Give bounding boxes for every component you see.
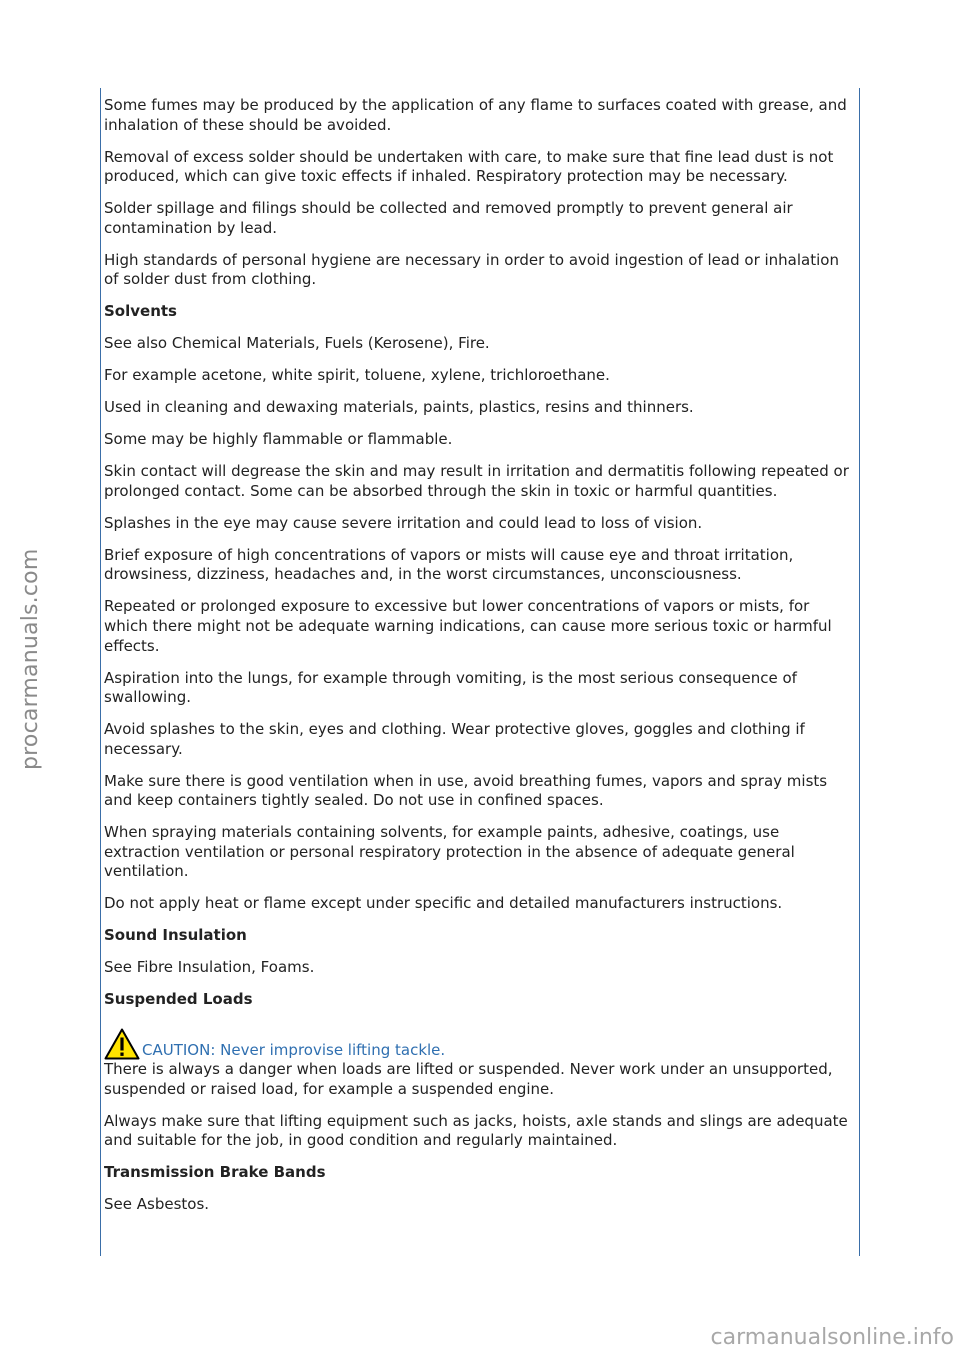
paragraph: Aspiration into the lungs, for example through vomiting, is the most serious consequence of swallowing. [104, 668, 797, 707]
paragraph: For example acetone, white spirit, toluene, xylene, trichloroethane. [104, 366, 610, 385]
paragraph: Some may be highly flammable or flammable. [104, 430, 453, 449]
section-heading: Solvents [104, 302, 177, 321]
paragraph: High standards of personal hygiene are necessary in order to avoid ingestion of lead or inhalation of solder dust from clothing. [104, 250, 839, 289]
paragraph: Repeated or prolonged exposure to excessive but lower concentrations of vapors or mists, for which there might not be adequate warning indications, can cause more serious toxic or harmful effects. [104, 597, 832, 655]
paragraph: Always make sure that lifting equipment such as jacks, hoists, axle stands and slings are adequate and suitable for the job, in good condition and regularly maintained. [104, 1111, 848, 1150]
paragraph: Splashes in the eye may cause severe irritation and could lead to loss of vision. [104, 513, 703, 532]
paragraph: See Asbestos. [104, 1195, 210, 1214]
section-heading: Suspended Loads [104, 990, 253, 1009]
section-before-caution [104, 96, 856, 1010]
paragraph: See also Chemical Materials, Fuels (Kerosene), Fire. [104, 334, 490, 353]
caution-text: CAUTION: Never improvise lifting tackle. [142, 1041, 446, 1059]
paragraph: Removal of excess solder should be undertaken with care, to make sure that fine lead dust is not produced, which can give toxic effects if inhaled. Respiratory protection may be necessary. [104, 147, 834, 186]
section-heading: Transmission Brake Bands [104, 1163, 326, 1182]
footer-watermark: carmanualsonline.info [710, 1325, 954, 1350]
paragraph: Avoid splashes to the skin, eyes and clothing. Wear protective gloves, goggles and clothing if necessary. [104, 720, 805, 758]
paragraph: Skin contact will degrease the skin and may result in irritation and dermatitis following repeated or prolonged contact. Some can be absorbed through the skin in toxic or harmful quantities. [104, 462, 849, 500]
paragraph: Solder spillage and filings should be collected and removed promptly to prevent general air contamination by lead. [104, 199, 793, 237]
paragraph: Some fumes may be produced by the application of any flame to surfaces coated with grease, and inhalation of these should be avoided. [104, 96, 847, 134]
paragraph: Do not apply heat or flame except under specific and detailed manufacturers instructions. [104, 894, 783, 913]
paragraph: There is always a danger when loads are lifted or suspended. Never work under an unsupported, suspended or raised load, for example a suspended engine. [104, 1060, 833, 1098]
document-body [104, 96, 856, 1227]
paragraph: Used in cleaning and dewaxing materials, paints, plastics, resins and thinners. [104, 398, 694, 417]
paragraph: Make sure there is good ventilation when in use, avoid breathing fumes, vapors and spray mists and keep containers tightly sealed. Do not use in confined spaces. [104, 771, 828, 810]
warning-triangle-icon [104, 1028, 140, 1060]
side-watermark: procarmanuals.com [18, 548, 43, 770]
paragraph: See Fibre Insulation, Foams. [104, 958, 315, 977]
caution-block [104, 1026, 856, 1060]
paragraph: Brief exposure of high concentrations of vapors or mists will cause eye and throat irritation, drowsiness, dizziness, headaches and, in the worst circumstances, unconsciousness. [104, 545, 794, 584]
caution-line [104, 1026, 856, 1060]
section-after-caution [104, 1060, 856, 1215]
section-heading: Sound Insulation [104, 926, 247, 945]
paragraph: When spraying materials containing solvents, for example paints, adhesive, coatings, use extraction ventilation or personal respiratory protection in the absence of adequate general ventilation. [104, 823, 795, 881]
